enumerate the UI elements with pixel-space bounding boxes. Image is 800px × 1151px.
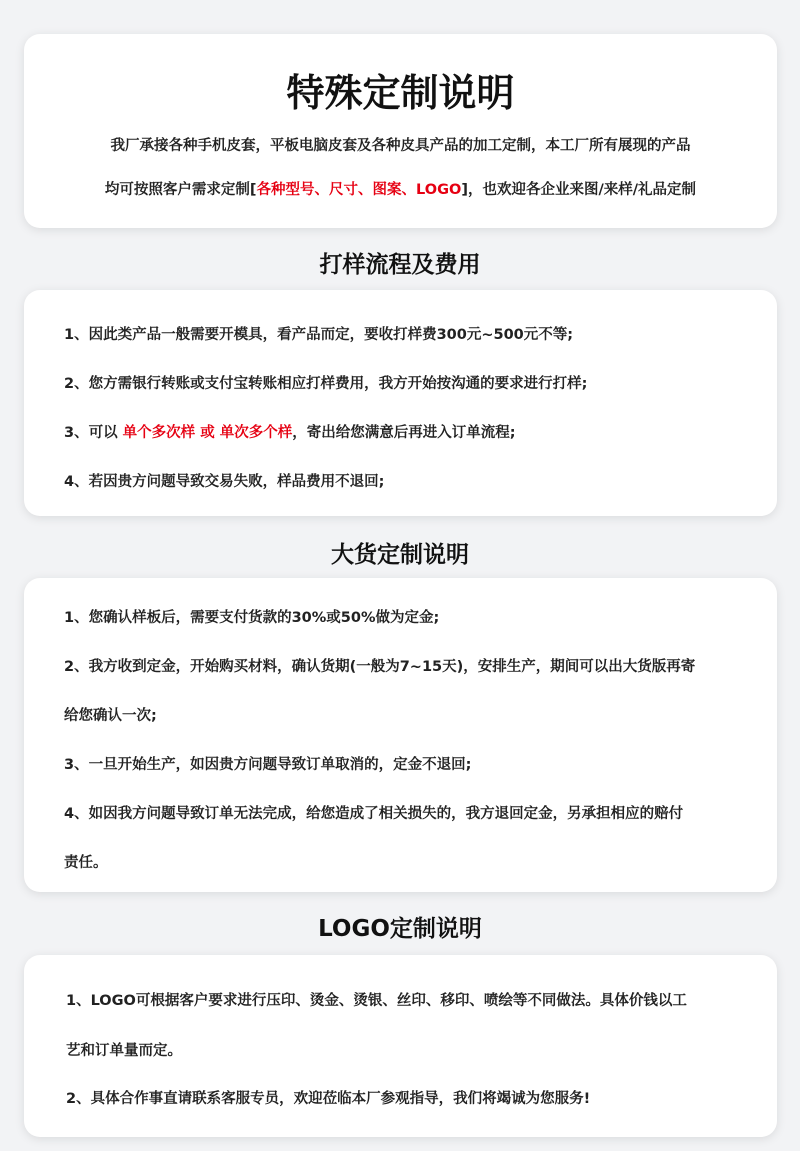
sample-item-3-suffix: ，寄出给您满意后再进入订单流程; <box>292 425 516 441</box>
intro-line-2 <box>24 178 777 199</box>
intro-line-1: 我厂承接各种手机皮套，平板电脑皮套及各种皮具产品的加工定制，本工厂所有展现的产品 <box>110 138 691 154</box>
intro-line-2-prefix: 均可按照客户需求定制[ <box>104 182 257 198</box>
sample-section-title: 打样流程及费用 <box>319 252 481 278</box>
bulk-item-1: 1、您确认样板后，需要支付货款的30%或50%做为定金; <box>64 610 440 626</box>
page-title: 特殊定制说明 <box>286 71 515 115</box>
logo-item-1-line-1: 1、LOGO可根据客户要求进行压印、烫金、烫银、丝印、移印、喷绘等不同做法。具体价钱以工 <box>66 993 687 1009</box>
intro-card <box>24 34 777 228</box>
bulk-card <box>24 578 777 892</box>
bulk-item-2-line-2: 给您确认一次; <box>64 708 157 724</box>
logo-card <box>24 955 777 1137</box>
intro-highlight: 各种型号、尺寸、图案、LOGO <box>256 182 462 198</box>
sample-item-3-highlight: 单个多次样 或 单次多个样 <box>122 425 293 441</box>
sample-card <box>24 290 777 516</box>
bulk-item-4-line-1: 4、如因我方问题导致订单无法完成，给您造成了相关损失的，我方退回定金，另承担相应的赔付 <box>64 806 684 822</box>
bulk-item-2-line-1: 2、我方收到定金，开始购买材料，确认货期(一般为7~15天)，安排生产，期间可以出大货版再寄 <box>64 659 696 675</box>
sample-item-1: 1、因此类产品一般需要开模具，看产品而定，要收打样费300元~500元不等; <box>64 327 574 343</box>
sample-item-3-prefix: 3、可以 <box>64 425 123 441</box>
bulk-item-4-line-2: 责任。 <box>64 855 108 871</box>
logo-item-1-line-2: 艺和订单量而定。 <box>66 1043 182 1059</box>
sample-item-3 <box>64 421 516 442</box>
bulk-item-3: 3、一旦开始生产，如因贵方问题导致订单取消的，定金不退回; <box>64 757 472 773</box>
sample-item-2: 2、您方需银行转账或支付宝转账相应打样费用，我方开始按沟通的要求进行打样; <box>64 376 588 392</box>
logo-item-2: 2、具体合作事直请联系客服专员，欢迎莅临本厂参观指导，我们将竭诚为您服务! <box>66 1091 591 1107</box>
intro-line-2-suffix: ]，也欢迎各企业来图/来样/礼品定制 <box>461 182 697 198</box>
bulk-section-title: 大货定制说明 <box>331 542 469 568</box>
sample-item-4: 4、若因贵方问题导致交易失败，样品费用不退回; <box>64 474 385 490</box>
logo-section-title: LOGO定制说明 <box>318 916 482 942</box>
